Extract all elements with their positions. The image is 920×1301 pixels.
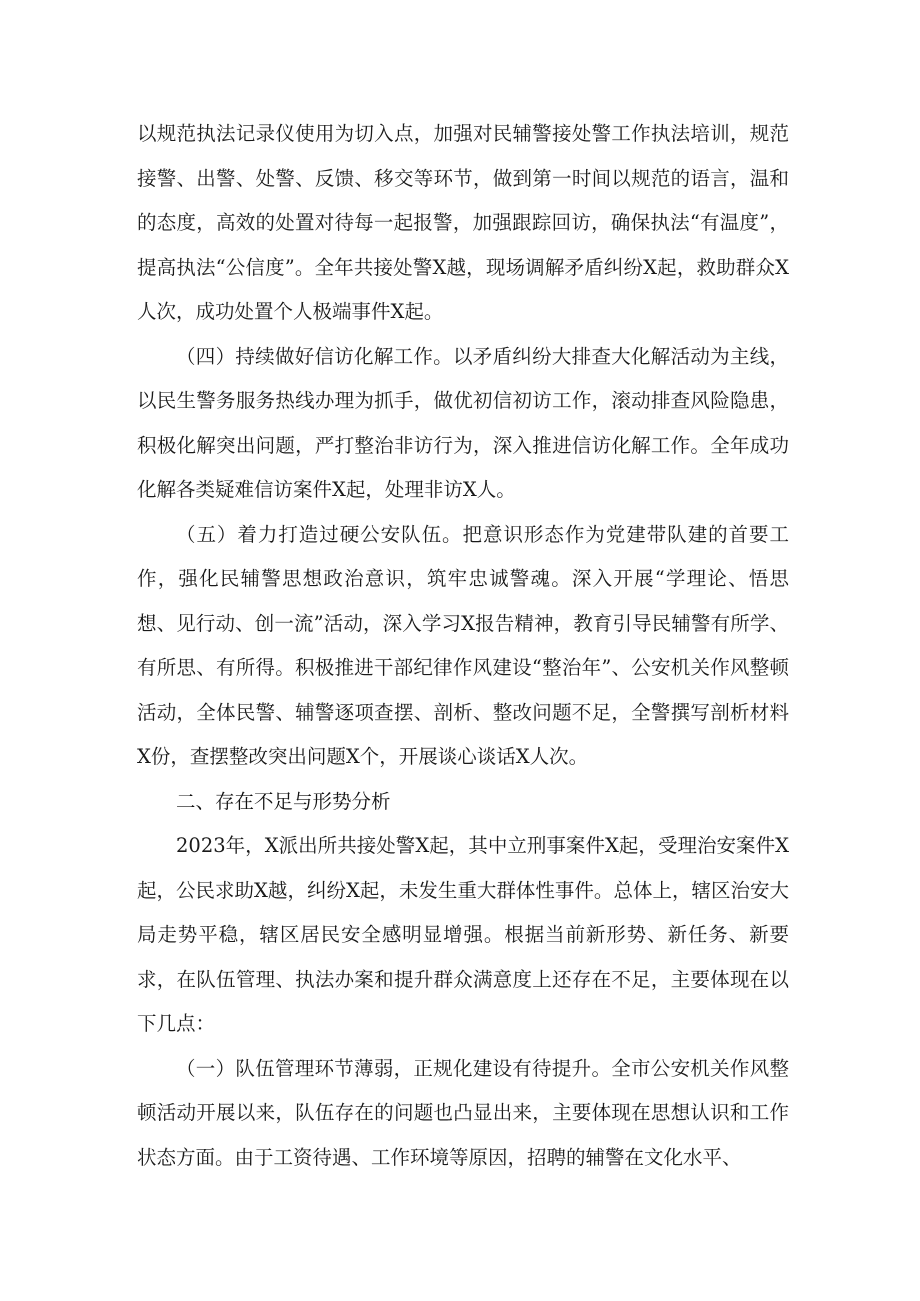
section-heading: 二、存在不足与形势分析 <box>176 789 391 813</box>
paragraph-team-management: （一）队伍管理环节薄弱，正规化建设有待提升。全市公安机关作风整顿活动开展以来，队伍存在的问题也凸显出来，主要体现在思想认识和工作状态方面。由于工资待遇、工作环境等原因，招聘的辅警在文化水平、 <box>137 1056 789 1169</box>
document-body <box>137 112 789 1180</box>
paragraph-petition-resolution: （四）持续做好信访化解工作。以矛盾纠纷大排查大化解活动为主线，以民生警务服务热线办理为抓手，做优初信初访工作，滚动排查风险隐患，积极化解突出问题，严打整治非访行为，深入推进信访化解工作。全年成功化解各类疑难信访案件X起，处理非访X人。 <box>137 344 789 501</box>
paragraph-service-standards: 以规范执法记录仪使用为切入点，加强对民辅警接处警工作执法培训，规范接警、出警、处警、反馈、移交等环节，做到第一时间以规范的语言，温和的态度，高效的处置对待每一起报警，加强跟踪回访，确保执法“有温度”，提高执法“公信度”。全年共接处警X越，现场调解矛盾纠纷X起，救助群众X人次，成功处置个人极端事件X起。 <box>137 122 789 323</box>
paragraph-team-building: （五）着力打造过硬公安队伍。把意识形态作为党建带队建的首要工作，强化民辅警思想政治意识，筑牢忠诚警魂。深入开展“学理论、悟思想、见行动、创一流”活动，深入学习X报告精神，教育引导民辅警有所学、有所思、有所得。积极推进干部纪律作风建设“整治年”、公安机关作风整顿活动，全体民警、辅警逐项查摆、剖析、整改问题不足，全警撰写剖析材料X份，查摆整改突出问题X个，开展谈心谈话X人次。 <box>137 522 789 768</box>
paragraph-situation-overview: 2023年，X派出所共接处警X起，其中立刑事案件X起，受理治安案件X起，公民求助X越，纠纷X起，未发生重大群体性事件。总体上，辖区治安大局走势平稳，辖区居民安全感明显增强。根据当前新形势、新任务、新要求，在队伍管理、执法办案和提升群众满意度上还存在不足，主要体现在以下几点： <box>137 834 789 1035</box>
